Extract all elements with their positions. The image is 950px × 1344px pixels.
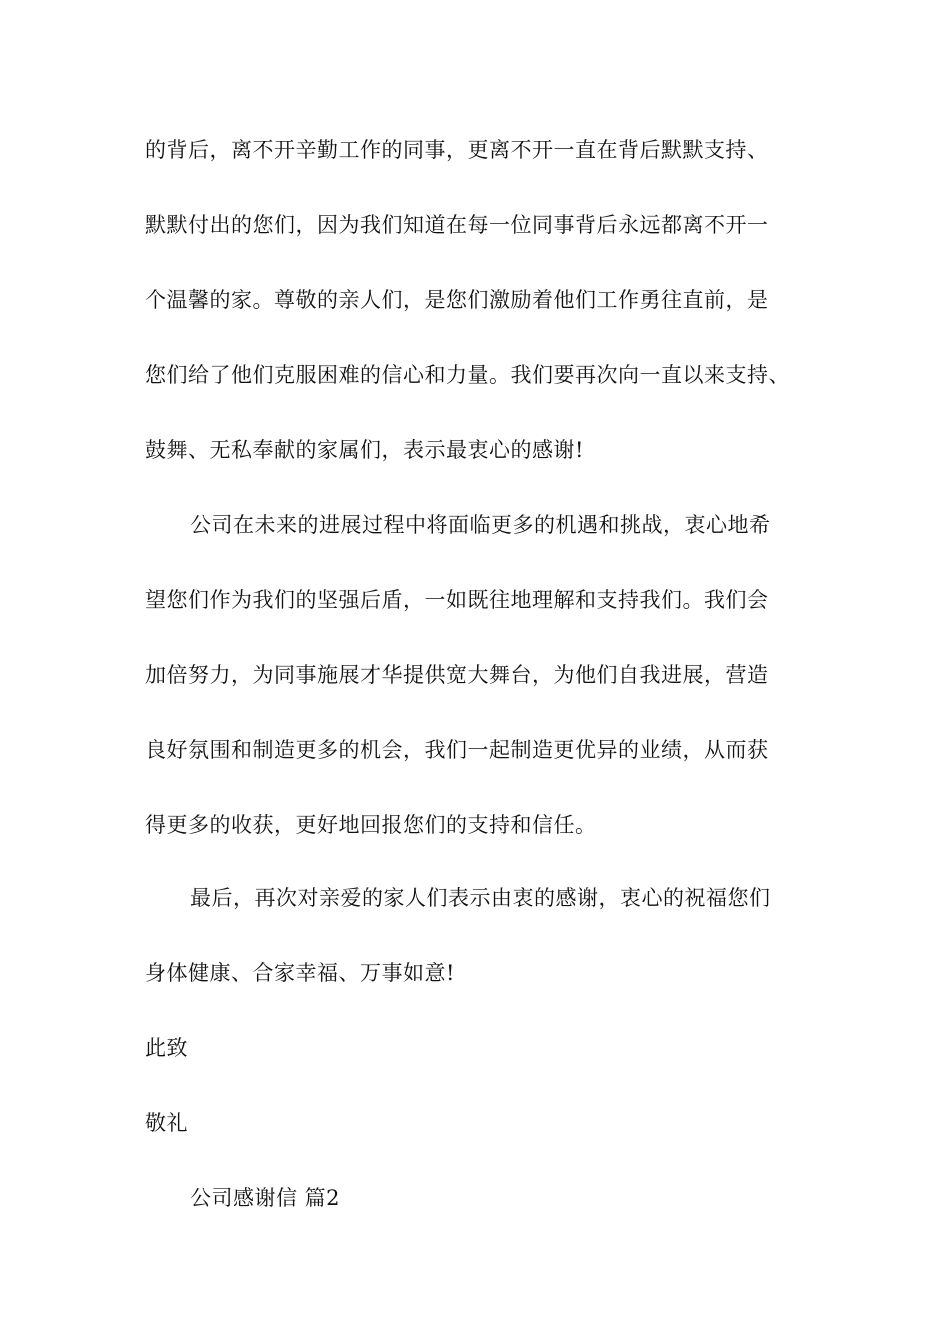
section-heading: 公司感谢信 篇2: [190, 1186, 341, 1210]
paragraph-line: 身体健康、合家幸福、万事如意!: [145, 961, 455, 985]
paragraph-line: 公司在未来的进展过程中将面临更多的机遇和挑战，衷心地希: [190, 513, 771, 537]
closing-line: 敬礼: [145, 1111, 188, 1135]
paragraph-line: 鼓舞、无私奉献的家属们，表示最衷心的感谢!: [145, 438, 584, 462]
paragraph-line: 您们给了他们克服困难的信心和力量。我们要再次向一直以来支持、: [145, 363, 790, 387]
paragraph-line: 得更多的收获，更好地回报您们的支持和信任。: [145, 813, 597, 837]
paragraph-line: 良好氛围和制造更多的机会，我们一起制造更优异的业绩，从而获: [145, 738, 769, 762]
paragraph-line: 最后，再次对亲爱的家人们表示由衷的感谢，衷心的祝福您们: [190, 886, 771, 910]
paragraph-line: 的背后，离不开辛勤工作的同事，更离不开一直在背后默默支持、: [145, 138, 769, 162]
paragraph-line: 望您们作为我们的坚强后盾，一如既往地理解和支持我们。我们会: [145, 588, 769, 612]
paragraph-line: 加倍努力，为同事施展才华提供宽大舞台，为他们自我进展，营造: [145, 663, 769, 687]
paragraph-line: 个温馨的家。尊敬的亲人们，是您们激励着他们工作勇往直前，是: [145, 288, 769, 312]
closing-line: 此致: [145, 1036, 188, 1060]
paragraph-line: 默默付出的您们，因为我们知道在每一位同事背后永远都离不开一: [145, 213, 769, 237]
